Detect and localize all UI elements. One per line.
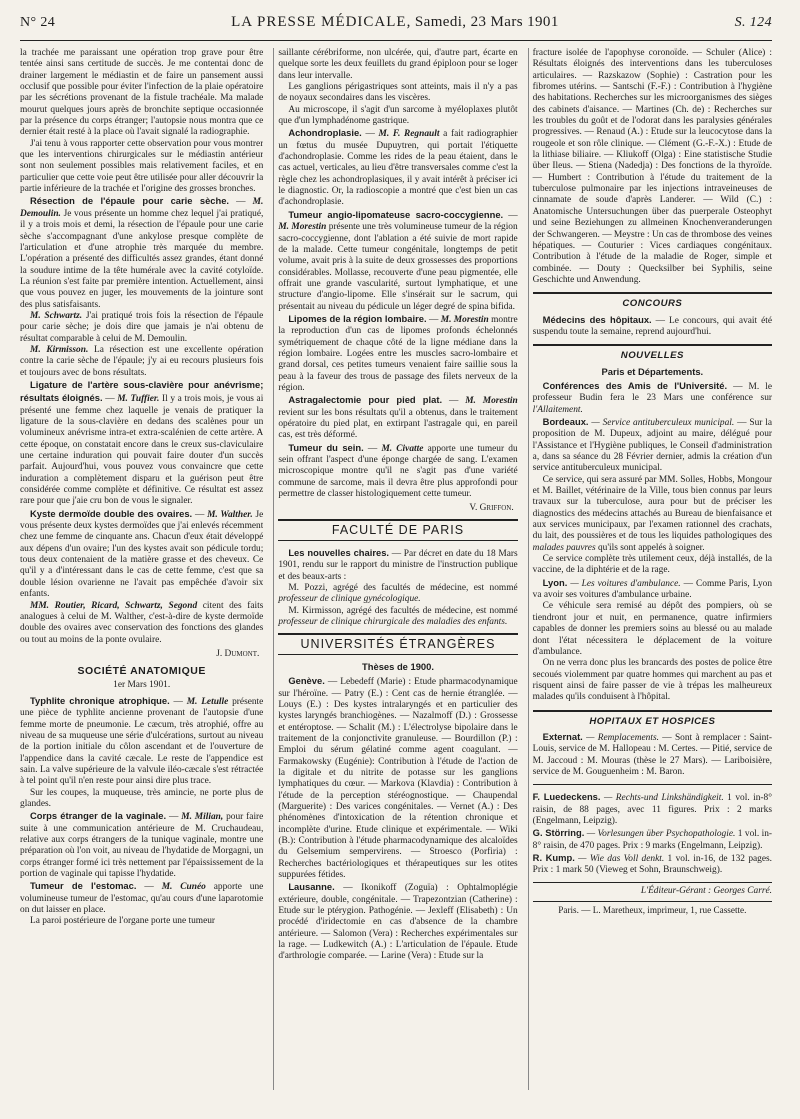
- paragraph: saillante cérébriforme, non ulcérée, qui, d'autre part, écarte en quelque sorte les deux feuillets du grand épiploon pour se loger dans leur intervalle.: [278, 48, 518, 81]
- paragraph: Ce service, qui sera assuré par MM. Solles, Hobbs, Mongour et M. Baillet, vétérinaire de la Ville, tous bien connus par leurs travaux sur la tuberculose, aura pour but de préciser les diagnostics des médecins attachés au Bureau de bienfaisance et aux services municipaux, par l'examen rationnel des crachats, du lait, des poussières et de tous les liquides pathologiques des malades pauvres qu'ils sont appelés à soigner.: [532, 474, 773, 553]
- paragraph: On ne verra donc plus les brancards des postes de police être secoués violemment par quatre hommes qui marchent au pas et risquent ainsi de faire passer de vie à trépas les malheureux malades qu'ils conduisent à l'hôpital.: [532, 658, 773, 703]
- journal-title: LA PRESSE MÉDICALE: [231, 14, 407, 30]
- news-conferences: Conférences des Amis de l'Université. — M. le professeur Budin fera le 23 Mars une conférence sur l'Allaitement.: [532, 379, 773, 415]
- section-heading: CONCOURS: [533, 292, 772, 309]
- report-typhlite: Typhlite chronique atrophique. — M. Letulle présente une pièce de typhlite ancienne provenant de l'autopsie d'une femme morte de pneumonie. Le cæcum, très atrophié, offre au niveau de sa muqueuse une série d'ulcérations, surtout au niveau de la portion initiale du côlon ascendant et de l'ouverture de l'appendice dans la cavité cæcale. Le reste de l'appendice est sain. La valve supérieure de la valvule iléo-cæcale s'est rétractée à tel point qu'il n'en reste pour ainsi dire plus trace.: [20, 694, 264, 787]
- article-columns: [20, 48, 772, 1090]
- paragraph: la trachée me paraissant une opération trop grave pour être tentée ainsi sans certitude de succès. Je me contentai donc de drainer largement le médiastin et de faire un pansement aussi occlusif que possible pour éviter l'infection de la plaie opératoire par les sécrétions provenant de la fistule trachéale. Ma malade mourut quelques jours après de bronchite septique occasionnée par la présence du corps étranger; l'autopsie nous montra que ce dernier était resté à la place où l'avait signalé la radiographie.: [20, 48, 264, 138]
- page-number: S. 124: [734, 15, 772, 30]
- report-astragalectomie: Astragalectomie pour pied plat. — M. Morestin revient sur les bons résultats qu'il a obtenus, dans le traitement opératoire du pied plat, en extirpant l'astragale qui, en pareil cas, est très déformé.: [278, 394, 518, 441]
- section-heading: NOUVELLES: [533, 344, 772, 361]
- divider: [533, 784, 772, 785]
- book-notice: R. Kump. — Wie das Voll denkt. 1 vol. in-16, de 132 pages. Prix : 1 mark 50 (Vieweg et Sohn, Braunschweig).: [532, 852, 773, 876]
- report-lipomes: Lipomes de la région lombaire. — M. Morestin montre la reproduction d'un cas de lipomes profonds échelonnés symétriquement de chaque côté de la ligne médiane dans la région lombaire. Logées entre les muscles sacro-lombaire et grand dorsal, ces petites tumeurs venaient faire saillie sous la peau à la faveur des trous de passage des filets nerveux de la région.: [278, 312, 518, 393]
- book-notice: G. Störring. — Vorlesungen über Psychopathologie. 1 vol. in-8° raisin, de 470 pages. Prix : 9 marks (Engelmann, Leipzig).: [532, 827, 773, 851]
- report-ligature: Ligature de l'artère sous-clavière pour anévrisme; résultats éloignés. — M. Tuffier. Il y a trois mois, je vous ai présenté une femme chez laquelle je venais de pratiquer la ligature de la sous-clavière en dedans des scalènes pour un volumineux anévrisme intra-et extra-scalénien de cette artère. A cette époque, on constatait encore dans le creux sus-claviculaire une certaine induration qui pouvait faire douter d'un succès parfait. Aujourd'hui, vous pouvez vous convaincre que cette induration a complètement disparu et la guérison peut être considérée comme complète et définitive. Ce résultat est assez rare pour que j'aie cru bon de vous le signaler.: [20, 378, 264, 507]
- hospital-externat: Externat. — Remplacements. — Sont à remplacer : Saint-Louis, service de M. Hallopeau : M. Certes. — Pitié, service de M. Jaccoud : M. Mouras (thèse le 27 Mars). — Lariboisière, service de M. Gouguenheim : M. Baron.: [532, 730, 773, 777]
- journal-title-line: [231, 14, 559, 31]
- section-heading: UNIVERSITÉS ÉTRANGÈRES: [278, 633, 517, 655]
- column-3: [528, 48, 772, 1090]
- report-corps-etranger: Corps étranger de la vaginale. — M. Milian, pour faire suite à une communication antérieure de M. Cruchaudeau, relative aux corps étrangers de la tunique vaginale, montre une préparation où l'on voit, au niveau de l'hydatide de Morgagni, un corps étranger formé ici très nettement par l'épaississement de la portion de vaginale qui tapisse l'hydatide.: [20, 810, 264, 880]
- report-kirmisson: M. Kirmisson. La résection est une excellente opération contre la carie sèche de l'épaule; j'y ai eu recours plusieurs fois et toujours avec de bons résultats.: [20, 344, 264, 378]
- signature: V. Griffon.: [469, 503, 514, 514]
- issue-date: , Samedi, 23 Mars 1901: [406, 14, 559, 30]
- section-date: 1er Mars 1901.: [113, 679, 171, 690]
- section-heading: FACULTÉ DE PARIS: [278, 519, 517, 541]
- theses-lausanne: Lausanne. — Ikonikoff (Zoguïa) : Ophtalmoplégie extérieure, double, congénitale. — Trapezontzian (Catherine) : Etude sur le ptérygion. Pathogénie. — Jexleff (Elisabeth) : Un procédé d'iridectomie en cas d'absence de la chambre antérieure. — Salomon (Vera) : Recherches expérimentales sur la rage. — Ludkewitch (A.) : L'articulation de l'épaule. Etude d'arthrologie comparée. — Larine (Vera) : Etude sur la: [278, 881, 518, 962]
- paragraph: fracture isolée de l'apophyse coronoïde. — Schuler (Alice) : Résultats éloignés des interventions dans les tuberculoses articulaires. — Razskazow (Sophie) : Castration pour les fibromes utérins. — Santschi (F.-F.) : Contribution à l'hygiène des habitations. Recherches sur les microorganismes des sièges des cabinets d'aisance. — Martines (Ch. de) : Recherches sur les troubles du goût et de l'odorat dans les paralysies générales progressives. — Renaud (A.) : Etude sur la leucocytose dans la rougeole et son rôle clinique. — Clément (G.-F.-X.) : Etude de la lithiase biliaire. — Kliukoff (Olga) : Eine statistische Studie über Ileus. — Stiena (Nadedja) : Des fonctions de la thyroïde. — Humbert : Contribution à l'étude du traitement de la tuberculose pulmonaire par les injections intraveineuses de cinnamate de soude d'après Landerer. — Wild (C.) : Anatomische Untersuchungen über das puerperale Osteophyt und seine Beziehungen zu allmeinen Knochenveranderungen der Schwangeren. — Meystre : Un cas de thrombose des veines hépatiques. — Couturier : Vices cardiaques congénitaux. Contribution à l'étude de la maladie de Roger, simple et combinée. — Douty : Quecksilber bei Syphilis, seine Geschichte und Anwendung.: [532, 48, 773, 285]
- report-resection: Résection de l'épaule pour carie sèche. — M. Demoulin. Je vous présente un homme chez lequel j'ai pratiqué, il y a trois mois et demi, la résection de l'épaule pour une carie sèche s'accompagnant d'une ankylose presque complète de l'articulation et d'une atrophie très marquée du membre. L'opération a présenté des difficultés assez grandes, étant donné la soudure intime de la tête humérale avec la cavité cotyloïde. La réunion s'est faite par première intention. Actuellement, ainsi que vous pouvez en juger, les mouvements de la jointure sont des plus satisfaisants.: [20, 195, 264, 310]
- news-lyon: Lyon. — Les voitures d'ambulance. — Comme Paris, Lyon va avoir ses voitures d'ambulance urbaine.: [532, 576, 773, 601]
- page-header: [20, 14, 772, 36]
- section-subheading: Paris et Départements.: [601, 365, 704, 377]
- paragraph: Les ganglions périgastriques sont atteints, mais il n'y a pas de noyaux secondaires dans les viscères.: [278, 82, 518, 104]
- column-2: [273, 48, 517, 1090]
- paragraph: Sur les coupes, la muqueuse, très amincie, ne porte plus de glandes.: [20, 787, 264, 809]
- report-tumeur-angio: Tumeur angio-lipomateuse sacro-coccygienne. — M. Morestin présente une très volumineuse tumeur de la région sacro-coccygienne, dont l'ablation a été suivie de mort rapide de la malade. Cette tumeur congénitale, longtemps de petit volume, avait pris à la suite de deux grossesses des proportions considérables. Mollasse, recouverte d'une peau pigmentée, elle offrait une grande vascularité, surtout lymphatique, et une structure d'angio-lipome. Elle s'insérait sur le sacrum, qui présentait au niveau du pédicule un léger degré de spina bifida.: [278, 208, 518, 312]
- report-kyste: Kyste dermoïde double des ovaires. — M. Walther. Je vous présente deux kystes dermoïdes que j'ai enlevés récemment chez une femme de cinquante ans. Chacun d'eux était développé aux dépens d'un ovaire; l'un des kystes avait son pédicule tordu; tous deux contenaient de la matière grasse et des cheveux. Ce qu'il y a d'intéressant dans le cas de cette femme, c'est que sa double lésion ovarienne ne l'avait pas empêchée d'avoir six enfants.: [20, 507, 264, 600]
- report-tumeur-estomac: Tumeur de l'estomac. — M. Cunéo apporte une volumineuse tumeur de l'estomac, qu'au cours d'une laparotomie on dut laisser en place.: [20, 880, 264, 916]
- paragraph: Au microscope, il s'agit d'un sarcome à myéloplaxes plutôt que d'un lymphadénome gastrique.: [278, 104, 518, 127]
- issue-number: N° 24: [20, 15, 56, 30]
- report-tumeur-sein: Tumeur du sein. — M. Civatte apporte une tumeur du sein offrant l'aspect d'une éponge chargée de sang. L'examen microscopique montre qu'il ne s'agit pas d'une variété commune de sarcome, mais il devra être plus approfondi pour permettre de classer histologiquement cette tumeur.: [278, 441, 518, 500]
- report-nouvelles-chaires: Les nouvelles chaires. — Par décret en date du 18 Mars 1901, rendu sur le rapport du ministre de l'instruction publique et des beaux-arts :: [278, 547, 518, 582]
- paragraph: J'ai tenu à vous rapporter cette observation pour vous montrer que les interventions chirurgicales sur le médiastin antérieur sont non seulement possibles mais relativement faciles, et en particulier que cette voie peut être utilisée pour aller découvrir la partie inférieure de la trachée et l'origine des grosses bronches.: [20, 138, 264, 195]
- column-1: [20, 48, 263, 1090]
- news-bordeaux: Bordeaux. — Service antituberculeux municipal. — Sur la proposition de M. Dupeux, adjoint au maire, délégué pour l'Assistance et l'Hygiène publiques, le Conseil d'administration a, dans sa séance du 28 Février dernier, admis la création d'un service antituberculeux municipal.: [532, 415, 773, 474]
- concours-item: Médecins des hôpitaux. — Le concours, qui avait été suspendu toute la semaine, reprend aujourd'hui.: [532, 313, 773, 337]
- report-kyste-discussion: MM. Routier, Ricard, Schwartz, Segond citent des faits analogues à celui de M. Walther, c'est-à-dire de kyste dermoïde double des ovaires avec conservation des fonctions des glandes ou tout au moins de la ponte ovulaire.: [20, 600, 264, 645]
- section-heading: SOCIÉTÉ ANATOMIQUE: [77, 665, 206, 678]
- paragraph: Ce véhicule sera remisé au dépôt des pompiers, où se tiendront jour et nuit, en permanence, quatre infirmiers capables de donner les premiers soins au blessé ou au malade dont l'état nécessitera le déplacement de la voiture d'ambulance.: [532, 601, 773, 657]
- paragraph: Ce service complète très utilement ceux, déjà installés, de la vaccine, de la diphtérie et de la rage.: [532, 554, 773, 576]
- header-rule: [20, 40, 772, 41]
- paragraph: La paroi postérieure de l'organe porte une tumeur: [30, 916, 216, 927]
- editor-line: L'Éditeur-Gérant : Georges Carré.: [533, 882, 772, 897]
- report-schwartz: M. Schwartz. J'ai pratiqué trois fois la résection de l'épaule pour carie sèche; je dois dire que jamais je n'ai obtenu de résultat comparable à celui de M. Demoulin.: [20, 310, 264, 344]
- book-notice: F. Luedeckens. — Rechts-und Linkshändigkeit. 1 vol. in-8° raisin, de 88 pages, avec 11 figures. Prix : 2 marks (Engelmann, Leipzig).: [532, 791, 773, 826]
- section-heading: HOPITAUX ET HOSPICES: [533, 710, 772, 727]
- report-achondroplasie: Achondroplasie. — M. F. Regnault a fait radiographier un fœtus du musée Dupuytren, qui portait l'étiquette d'achondroplasie. Comme les rides de la peau étaient, dans le cas actuel, verticales, au lieu d'être transversales comme c'est la règle chez les achondroplasiques, il y avait intérêt à préciser ici le diagnostic. Or, la radioscopie a montré que c'est bien un cas d'achondroplasie.: [278, 127, 518, 208]
- printer-line: Paris. — L. Maretheux, imprimeur, 1, rue Cassette.: [533, 901, 772, 916]
- section-subheading: Thèses de 1900.: [362, 660, 434, 672]
- signature: J. Dumont.: [216, 648, 260, 659]
- theses-geneve: Genève. — Lebedeff (Marie) : Etude pharmacodynamique sur l'héroïne. — Patry (E.) : Cent cas de hernie étranglée. — Louys (E.) : Des kystes intralaryngés et en particulier des kystes laryngés branchiogènes. — Nazalmoff (D.) : Grossesse et entéroptose. — Schalit (M.) : L'électrolyse bipolaire dans le traitement de la conjonctivite granuleuse. — Bourdillon (P.) : Emploi du sérum gélatiné comme agent coagulant. — Farmakowsky (Eugénie): Contribution à l'étude de l'action de la digitale et du nitrite de potasse sur les ganglions lymphatiques du cœur. — Markova (Klavdia) : Contribution à l'étude de la perception stéréognostique. — Chaupendal (Marguerite) : Des varices congénitales. — Vernet (A.) : Des phénomènes d'intoxication de la rétention chronique et incomplète d'urine. Etude clinique et expérimentale. — Wiki (B.): Contribution à l'étude pharmacodynamique des alcaloïdes du Gelsemium sempervirens. — Stroesco (Porfiria) : Recherches bactériologiques et thérapeutiques sur les otites suppurées fétides.: [278, 675, 518, 881]
- paragraph: M. Kirmisson, agrégé des facultés de médecine, est nommé professeur de clinique chirurgicale des maladies des enfants.: [278, 605, 518, 628]
- paragraph: M. Pozzi, agrégé des facultés de médecine, est nommé professeur de clinique gynécologique.: [278, 583, 518, 605]
